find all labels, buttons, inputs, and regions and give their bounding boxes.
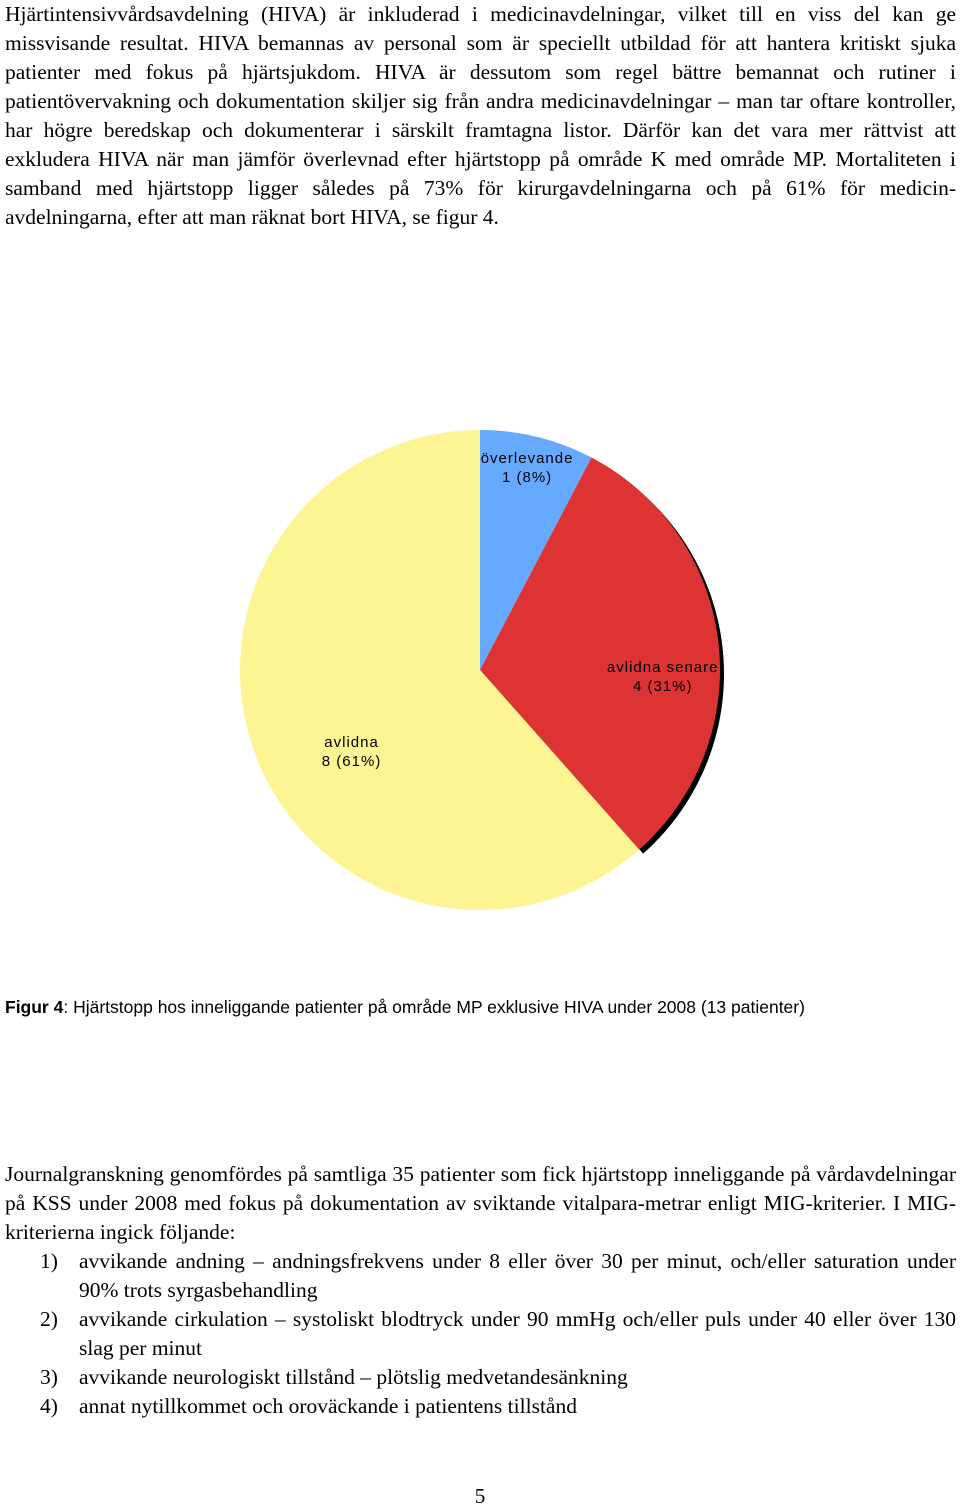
mig-criteria-list (5, 1247, 956, 1421)
figure-caption-text: : Hjärtstopp hos inneliggande patienter på område MP exklusive HIVA under 2008 (13 patienter) (63, 997, 805, 1017)
pie-slice-label-name: avlidna senare (606, 659, 719, 677)
paragraph-journal: Journalgranskning genomfördes på samtliga 35 patienter som fick hjärtstopp inneliggande på vårdavdelningar på KSS under 2008 med fokus på dokumentation av sviktande vitalpara-metrar enligt MIG-kriterier. I MIG-kriterierna ingick följande: (5, 1162, 956, 1244)
criteria-item (5, 1392, 956, 1421)
pie-slice-label-name: överlevande (480, 449, 574, 467)
criteria-item (5, 1247, 956, 1305)
criteria-text: avvikande andning – andningsfrekvens under 8 eller över 30 per minut, och/eller saturation under 90% trots syrgasbehandling (79, 1249, 956, 1302)
pie-slice-label-name: avlidna (324, 733, 379, 751)
criteria-text: annat nytillkommet och oroväckande i patientens tillstånd (79, 1394, 577, 1418)
pie-chart-figure-4 (0, 400, 960, 980)
pie-slice-label-value: 4 (31%) (632, 678, 693, 696)
criteria-number: 2) (40, 1307, 58, 1331)
paragraph-hiva: Hjärtintensivvårdsavdelning (HIVA) är inkluderad i medicinavdelningar, vilket till en viss del kan ge missvisande resultat. HIVA bemannas av personal som är speciellt utbildad för att hantera kritiskt sjuka patienter med fokus på hjärtsjukdom. HIVA är dessutom som regel bättre bemannat och rutiner i patientövervakning och dokumentation skiljer sig från andra medicinavdelningar – man tar oftare kontroller, har högre beredskap och dokumenterar i särskilt framtagna listor. Därför kan det vara mer rättvist att exkludera HIVA när man jämför överlevnad efter hjärtstopp på område K med område MP. Mortaliteten i samband med hjärtstopp ligger således på 73% för kirurgavdelningarna och på 61% för medicin-avdelningarna, efter att man räknat bort HIVA, se figur 4. (5, 2, 956, 229)
pie-slice-label-value: 8 (61%) (321, 752, 382, 770)
pie-slice-label-value: 1 (8%) (502, 468, 553, 486)
page-number: 5 (474, 1484, 486, 1508)
criteria-item (5, 1305, 956, 1363)
criteria-item (5, 1363, 956, 1392)
criteria-number: 3) (40, 1365, 58, 1389)
criteria-number: 1) (40, 1249, 58, 1273)
criteria-text: avvikande cirkulation – systoliskt blodtryck under 90 mmHg och/eller puls under 40 eller över 130 slag per minut (79, 1307, 956, 1360)
figure-caption (5, 995, 905, 1019)
figure-caption-label: Figur 4 (5, 997, 64, 1017)
criteria-text: avvikande neurologiskt tillstånd – plötslig medvetandesänkning (79, 1365, 628, 1389)
pie-chart-svg (0, 400, 960, 980)
criteria-number: 4) (40, 1394, 58, 1418)
